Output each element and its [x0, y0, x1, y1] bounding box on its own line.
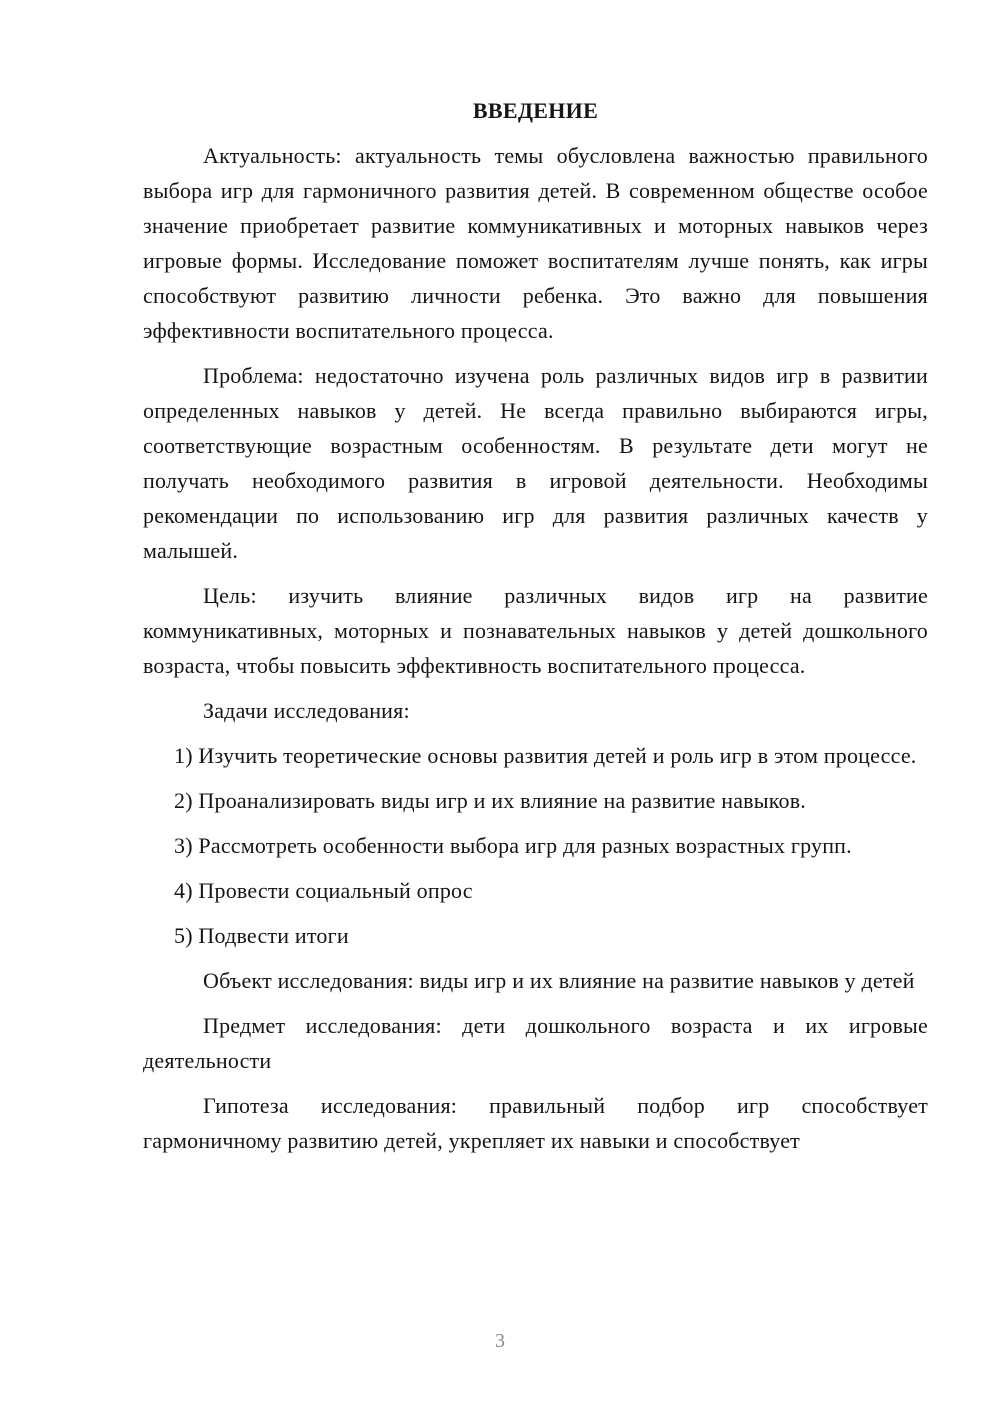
task-item: 2) Проанализировать виды игр и их влияние на развитие навыков.	[174, 788, 806, 813]
page-content	[143, 96, 928, 1168]
hypothesis-paragraph: Гипотеза исследования: правильный подбор игр способствует гармоничному развитию детей, укрепляет их навыки и способствует	[143, 1093, 928, 1153]
task-item: 1) Изучить теоретические основы развития детей и роль игр в этом процессе.	[174, 743, 917, 768]
goal-paragraph: Цель: изучить влияние различных видов игр на развитие коммуникативных, моторных и познавательных навыков у детей дошкольного возраста, чтобы повысить эффективность воспитательного процесса.	[143, 583, 928, 678]
page-number: 3	[495, 1330, 505, 1352]
task-item: 3) Рассмотреть особенности выбора игр для разных возрастных групп.	[174, 833, 852, 858]
task-item: 5) Подвести итоги	[174, 923, 349, 948]
relevance-paragraph: Актуальность: актуальность темы обусловлена важностью правильного выбора игр для гармоничного развития детей. В современном обществе особое значение приобретает развитие коммуникативных и моторных навыков через игровые формы. Исследование поможет воспитателям лучше понять, как игры способствуют развитию личности ребенка. Это важно для повышения эффективности воспитательного процесса.	[143, 143, 928, 343]
object-paragraph: Объект исследования: виды игр и их влияние на развитие навыков у детей	[203, 968, 915, 993]
tasks-heading: Задачи исследования:	[203, 698, 410, 723]
problem-paragraph: Проблема: недостаточно изучена роль различных видов игр в развитии определенных навыков у детей. Не всегда правильно выбираются игры, соответствующие возрастным особенностям. В результате дети могут не получать необходимого развития в игровой деятельности. Необходимы рекомендации по использованию игр для развития различных качеств у малышей.	[143, 363, 928, 563]
tasks-list	[143, 738, 928, 953]
task-item: 4) Провести социальный опрос	[174, 878, 473, 903]
subject-paragraph: Предмет исследования: дети дошкольного возраста и их игровые деятельности	[143, 1013, 928, 1073]
page-title: ВВЕДЕНИЕ	[472, 98, 599, 123]
